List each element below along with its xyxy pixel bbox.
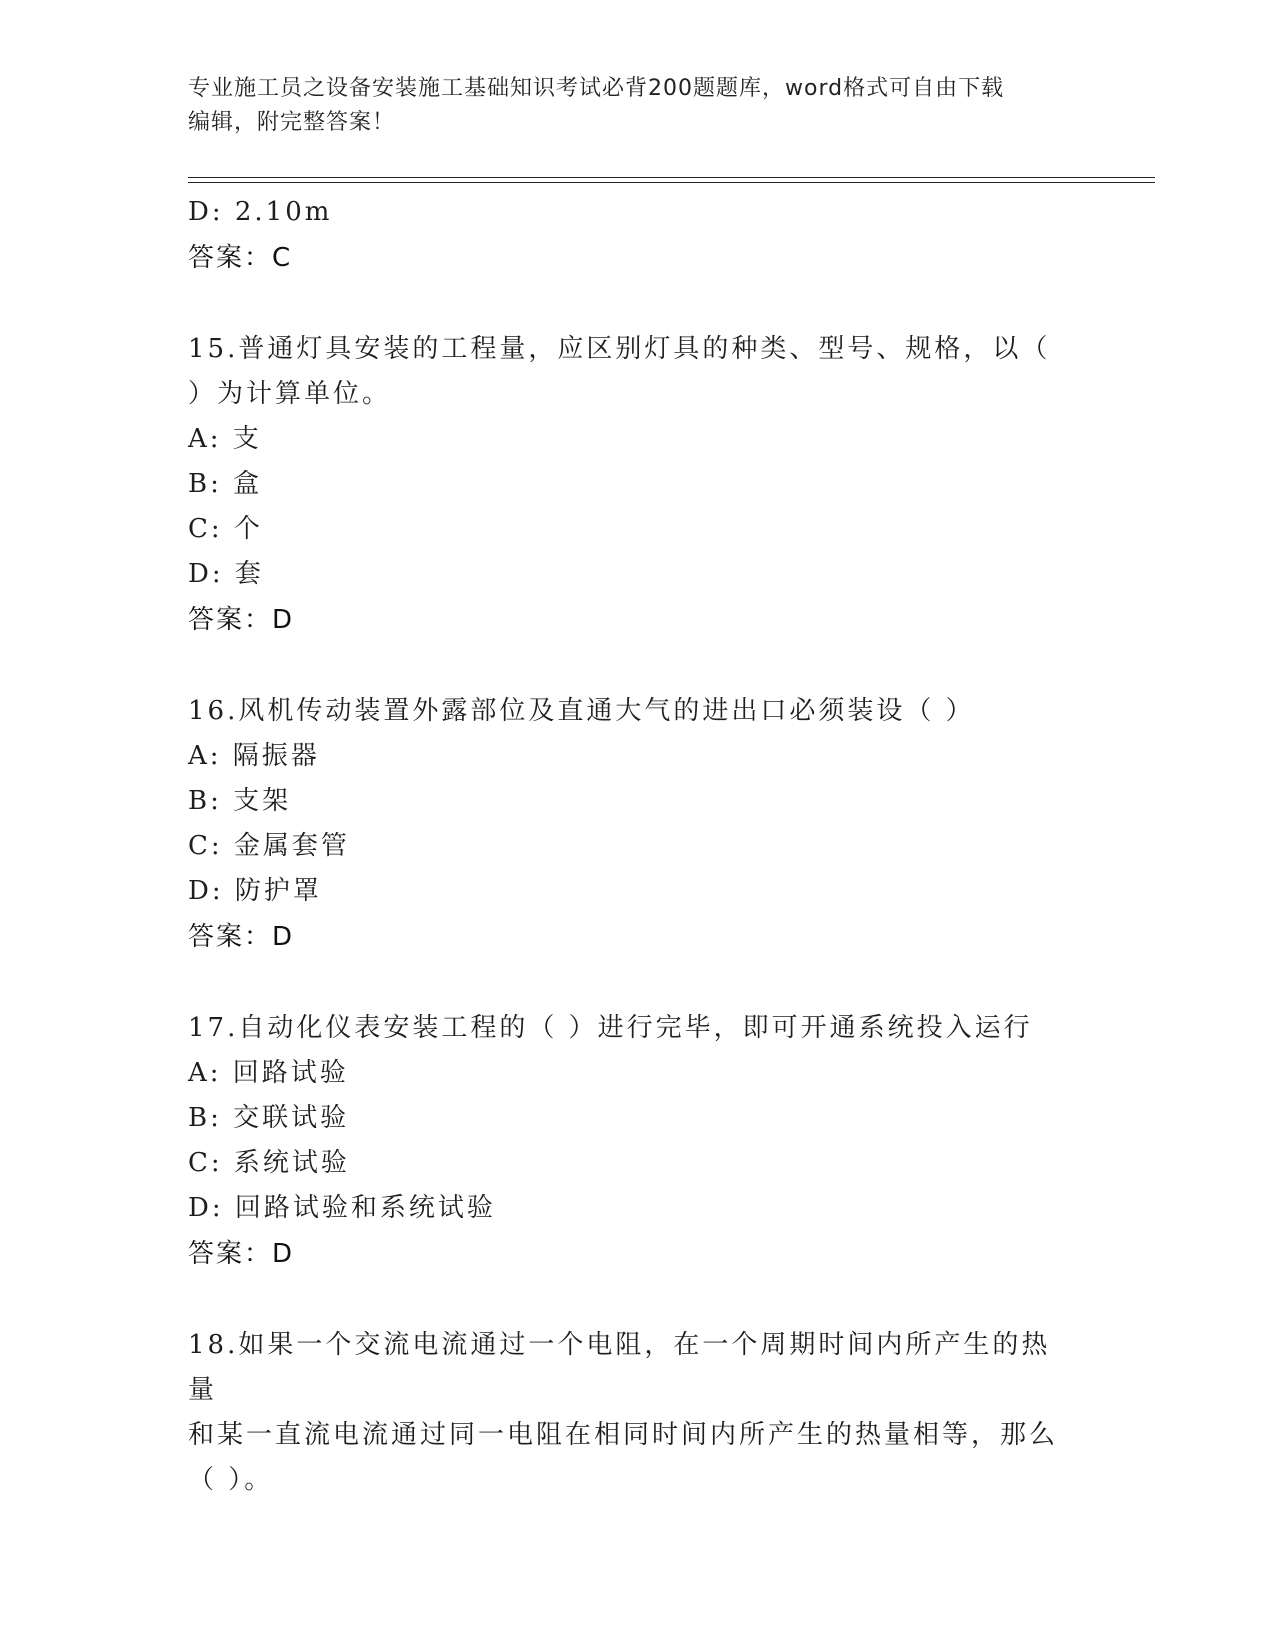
- question-15-option-b: B: 盒: [188, 469, 263, 499]
- question-16-option-d: D: 防护罩: [188, 876, 322, 906]
- question-15-option-d: D: 套: [188, 559, 264, 589]
- question-16-option-a: A: 隔振器: [188, 741, 320, 771]
- prev-option-d: D: 2.10m: [188, 197, 333, 227]
- header-divider-top: [188, 177, 1155, 178]
- question-15-text-line-1: 15.普通灯具安装的工程量，应区别灯具的种类、型号、规格，以（: [188, 334, 1051, 364]
- header-title-line-1: 专业施工员之设备安装施工基础知识考试必背200题题库，word格式可自由下载: [188, 76, 1005, 101]
- document-header: [188, 72, 1088, 140]
- question-16-answer: 答案：D: [188, 922, 295, 952]
- question-15-option-a: A: 支: [188, 424, 262, 454]
- header-title-line-2: 编辑，附完整答案！: [188, 110, 396, 135]
- question-16-text: 16.风机传动装置外露部位及直通大气的进出口必须装设（ ）: [188, 696, 975, 726]
- question-18: [188, 1323, 1068, 1503]
- question-16-option-c: C: 金属套管: [188, 831, 350, 861]
- question-15-option-c: C: 个: [188, 514, 263, 544]
- spacer: [188, 643, 1088, 689]
- question-15: [188, 327, 1068, 417]
- question-15-answer: 答案：D: [188, 605, 295, 635]
- question-15-text-line-2: ）为计算单位。: [188, 379, 392, 409]
- question-17-option-c: C: 系统试验: [188, 1148, 350, 1178]
- question-17-option-a: A: 回路试验: [188, 1058, 349, 1088]
- question-16-option-b: B: 支架: [188, 786, 292, 816]
- question-17-option-d: D: 回路试验和系统试验: [188, 1193, 496, 1223]
- question-17-text: 17.自动化仪表安装工程的（ ）进行完毕，即可开通系统投入运行: [188, 1013, 1033, 1043]
- header-divider-bottom: [188, 182, 1155, 183]
- question-18-text-line-2: 和某一直流电流通过同一电阻在相同时间内所产生的热量相等，那么: [188, 1420, 1059, 1450]
- question-18-text-line-3: （ ）。: [188, 1465, 274, 1495]
- question-17-option-b: B: 交联试验: [188, 1103, 350, 1133]
- question-18-text-line-1: 18.如果一个交流电流通过一个电阻，在一个周期时间内所产生的热量: [188, 1330, 1051, 1405]
- document-body: [188, 190, 1088, 1503]
- spacer: [188, 960, 1088, 1006]
- prev-answer: 答案：C: [188, 243, 293, 273]
- spacer: [188, 1277, 1088, 1323]
- spacer: [188, 281, 1088, 327]
- question-17-answer: 答案：D: [188, 1239, 295, 1269]
